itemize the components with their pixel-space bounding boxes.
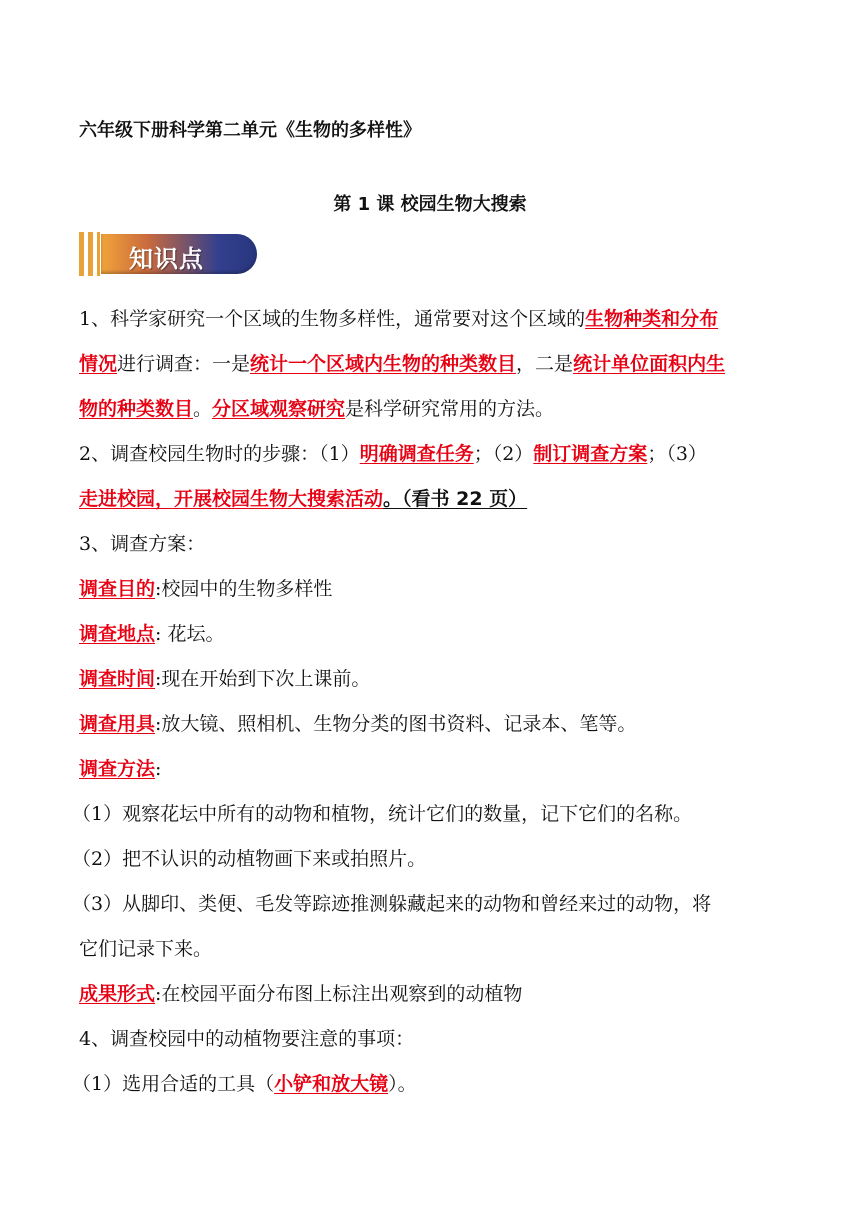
field-value: : 花坛。 bbox=[155, 623, 225, 645]
banner-stripe bbox=[88, 232, 93, 276]
paragraph-1-line-2 bbox=[79, 352, 725, 376]
text: ；（3） bbox=[647, 443, 707, 465]
paragraph-3-heading: 3、调查方案： bbox=[79, 533, 206, 555]
key-term: 制订调查方案 bbox=[533, 443, 648, 465]
survey-time bbox=[79, 667, 370, 691]
banner-pill bbox=[101, 234, 257, 274]
survey-result bbox=[79, 982, 522, 1006]
text: 进行调查：一是 bbox=[117, 353, 251, 375]
text: 是科学研究常用的方法。 bbox=[345, 398, 555, 420]
text: ）。 bbox=[388, 1073, 417, 1095]
page-reference: 。（看书 22 页） bbox=[383, 488, 528, 510]
text: 1、科学家研究一个区域的生物多样性，通常要对这个区域的 bbox=[79, 308, 586, 330]
text: 2、调查校园生物时的步骤：（1） bbox=[79, 443, 360, 465]
lesson-title: 第 1 课 校园生物大搜索 bbox=[333, 194, 527, 215]
banner-stripe bbox=[97, 232, 100, 276]
field-label: 调查用具 bbox=[79, 713, 156, 735]
survey-tools bbox=[79, 712, 636, 736]
key-term: 统计单位面积内生 bbox=[573, 353, 726, 375]
survey-method bbox=[79, 757, 161, 781]
field-value: :现在开始到下次上课前。 bbox=[155, 668, 371, 690]
key-term: 统计一个区域内生物的种类数目 bbox=[250, 353, 517, 375]
text: 。 bbox=[193, 398, 213, 420]
banner-stripe bbox=[79, 232, 84, 276]
field-label: 调查方法 bbox=[79, 758, 156, 780]
field-label: 调查目的 bbox=[79, 578, 156, 600]
field-value: : bbox=[155, 758, 162, 780]
precaution-1 bbox=[72, 1072, 417, 1096]
knowledge-points-banner bbox=[79, 232, 261, 276]
text: ；（2） bbox=[473, 443, 534, 465]
text: ，二是 bbox=[516, 353, 574, 375]
paragraph-1-line-1 bbox=[79, 307, 718, 331]
banner-label: 知识点 bbox=[129, 245, 204, 273]
method-step-3-cont: 它们记录下来。 bbox=[79, 938, 213, 960]
field-value: :放大镜、照相机、生物分类的图书资料、记录本、笔等。 bbox=[155, 713, 637, 735]
key-term: 物的种类数目 bbox=[79, 398, 194, 420]
survey-purpose bbox=[79, 577, 332, 601]
key-term: 情况 bbox=[79, 353, 118, 375]
survey-place bbox=[79, 622, 224, 646]
key-term: 生物种类和分布 bbox=[585, 308, 719, 330]
key-term: 走进校园，开展校园生物大搜索活动 bbox=[79, 488, 384, 510]
method-step-3: （3）从脚印、类便、毛发等踪迹推测躲藏起来的动物和曾经来过的动物，将 bbox=[72, 893, 712, 915]
paragraph-2-line-1 bbox=[79, 442, 707, 466]
field-value: :在校园平面分布图上标注出观察到的动植物 bbox=[155, 983, 523, 1005]
key-term: 分区域观察研究 bbox=[212, 398, 346, 420]
text: （1）选用合适的工具（ bbox=[72, 1073, 275, 1095]
field-label: 调查地点 bbox=[79, 623, 156, 645]
key-term: 小铲和放大镜 bbox=[274, 1073, 389, 1095]
document-title: 六年级下册科学第二单元《生物的多样性》 bbox=[79, 120, 421, 141]
paragraph-4-heading: 4、调查校园中的动植物要注意的事项： bbox=[79, 1028, 415, 1050]
method-step-1: （1）观察花坛中所有的动物和植物，统计它们的数量，记下它们的名称。 bbox=[72, 803, 693, 825]
field-label: 调查时间 bbox=[79, 668, 156, 690]
paragraph-1-line-3 bbox=[79, 397, 554, 421]
field-label: 成果形式 bbox=[79, 983, 156, 1005]
paragraph-2-line-2 bbox=[79, 487, 527, 511]
key-term: 明确调查任务 bbox=[359, 443, 474, 465]
field-value: :校园中的生物多样性 bbox=[155, 578, 333, 600]
method-step-2: （2）把不认识的动植物画下来或拍照片。 bbox=[72, 848, 427, 870]
